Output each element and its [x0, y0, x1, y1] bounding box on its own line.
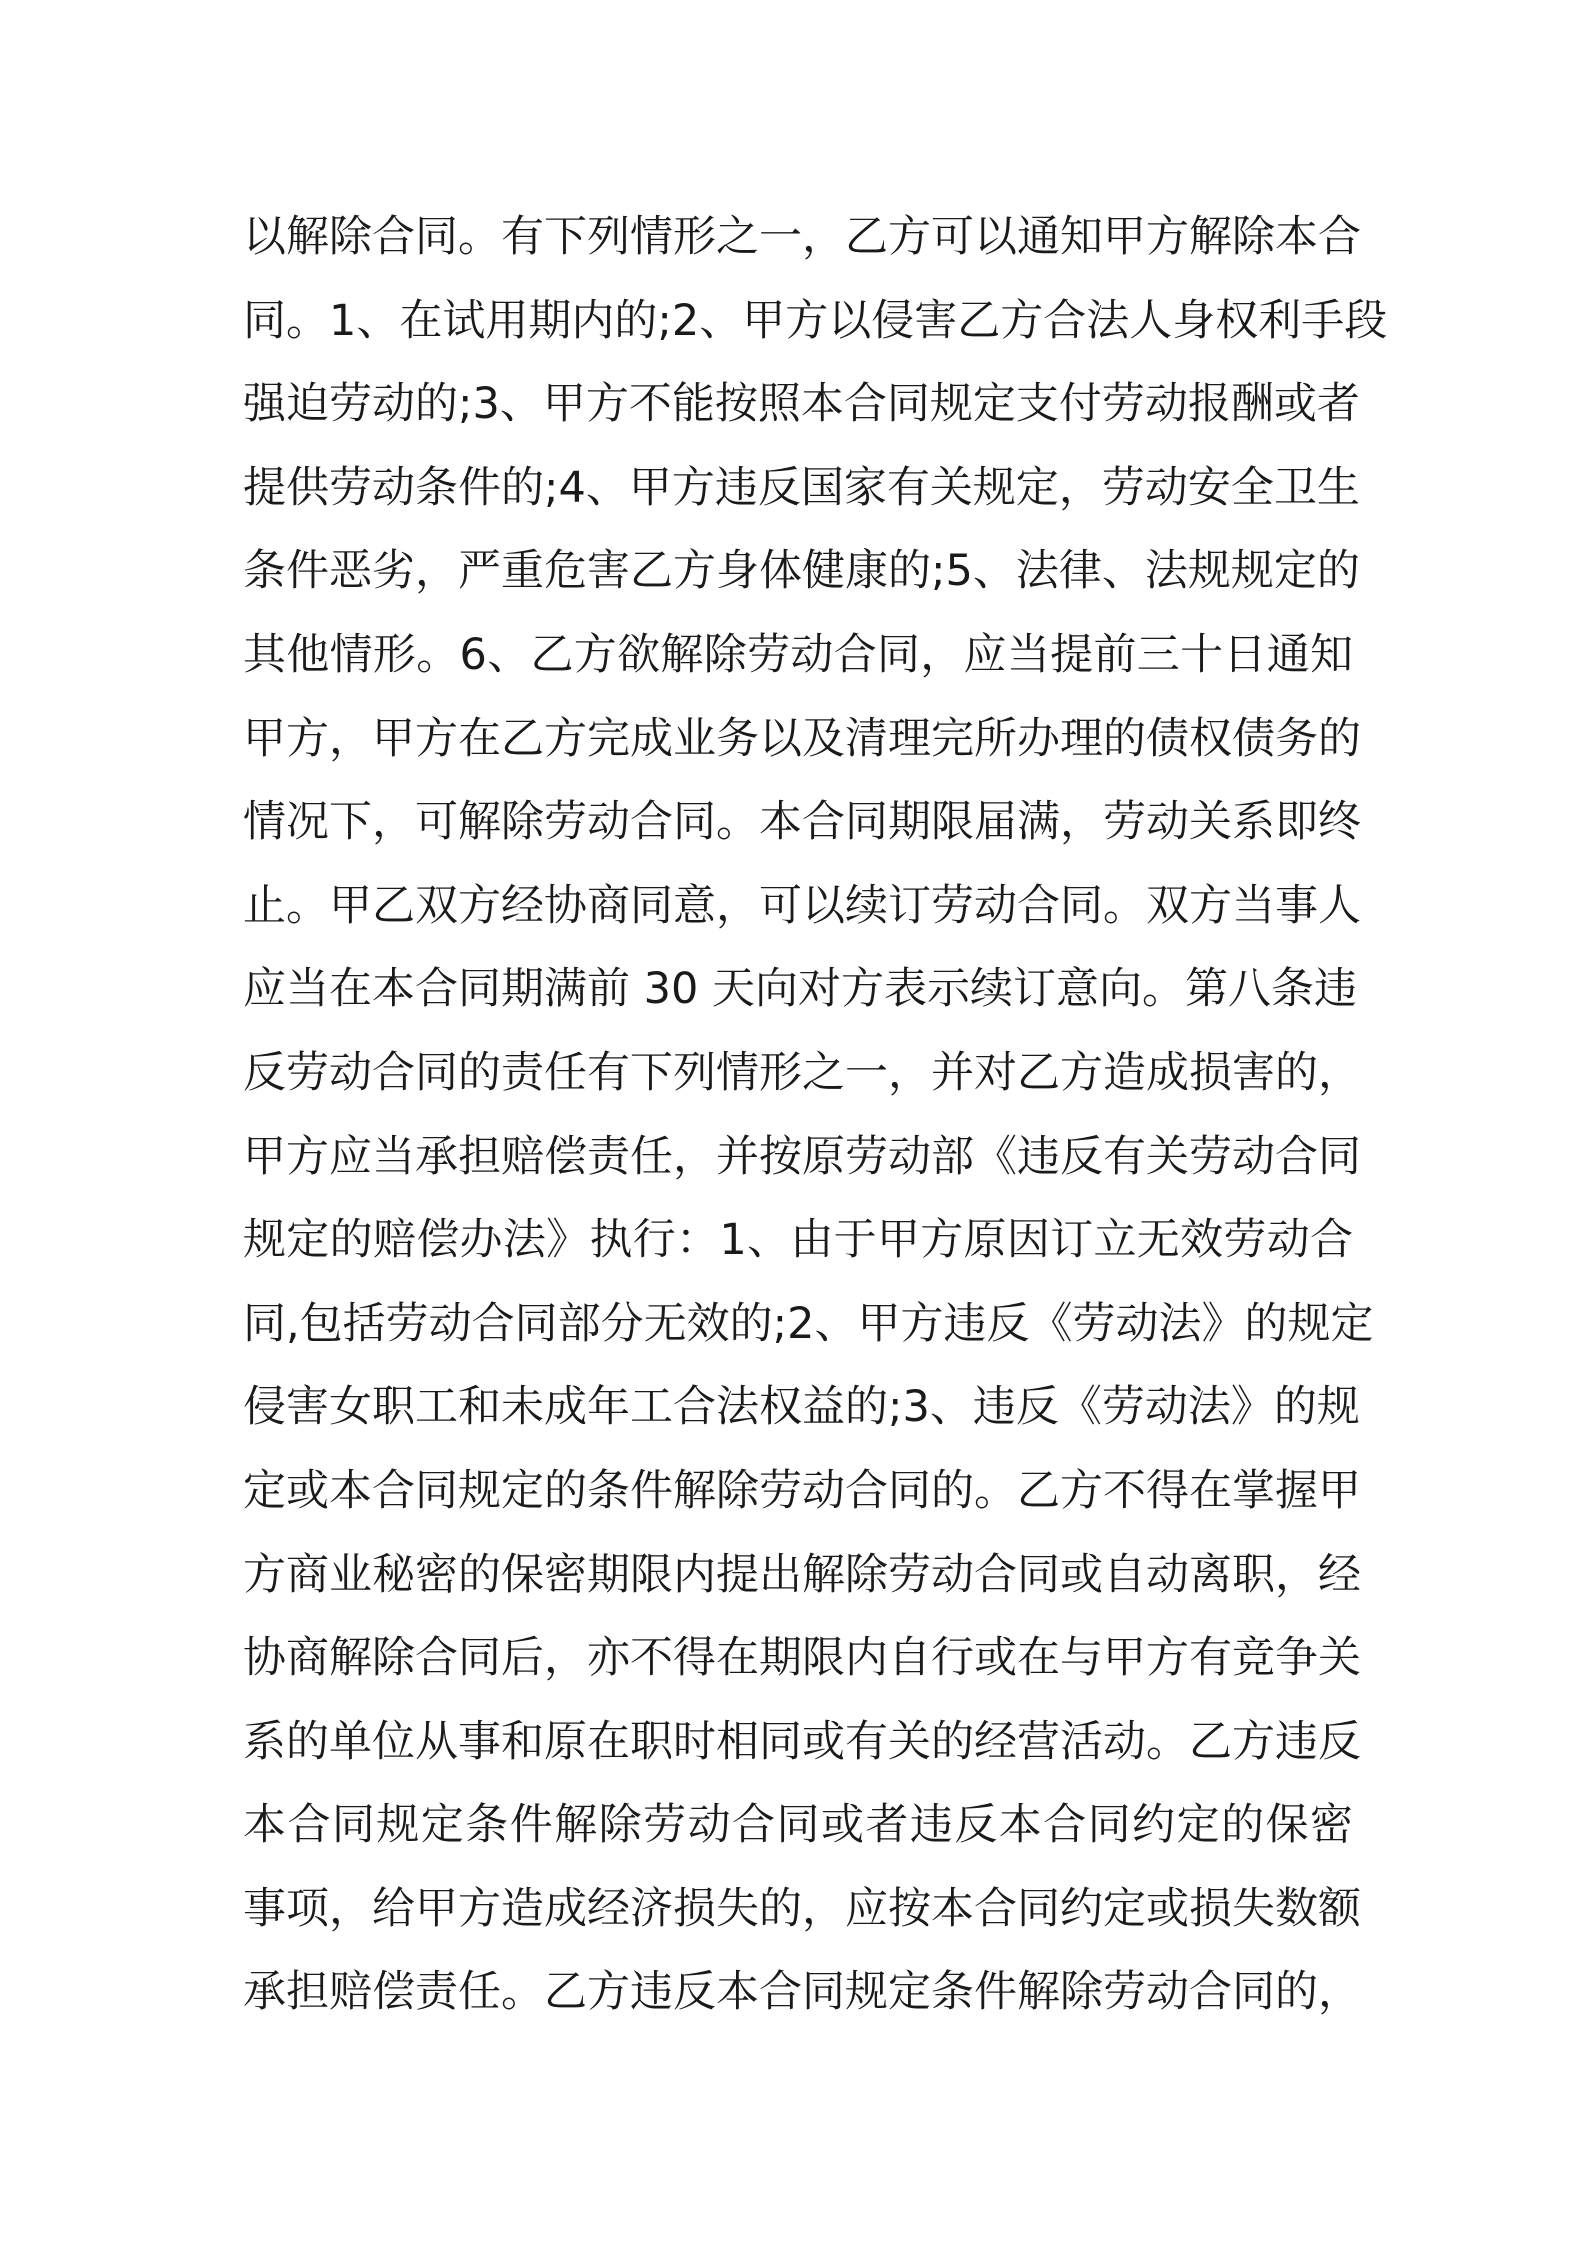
text-line: 同,包括劳动合同部分无效的;2、甲方违反《劳动法》的规定	[243, 1298, 1374, 1349]
text-line: 事项，给甲方造成经济损失的，应按本合同约定或损失数额	[243, 1883, 1361, 1934]
text-line: 以解除合同。有下列情形之一，乙方可以通知甲方解除本合	[243, 212, 1361, 262]
text-line: 甲方，甲方在乙方完成业务以及清理完所办理的债权债务的	[243, 713, 1361, 764]
text-line: 定或本合同规定的条件解除劳动合同的。乙方不得在掌握甲	[243, 1465, 1361, 1516]
text-line: 应当在本合同期满前 30 天向对方表示续订意向。第八条违	[243, 964, 1358, 1015]
text-line: 反劳动合同的责任有下列情形之一，并对乙方造成损害的，	[243, 1047, 1361, 1098]
text-line: 侵害女职工和未成年工合法权益的;3、违反《劳动法》的规	[243, 1382, 1360, 1433]
text-line: 协商解除合同后，亦不得在期限内自行或在与甲方有竞争关	[243, 1633, 1361, 1684]
text-line: 止。甲乙双方经协商同意，可以续订劳动合同。双方当事人	[243, 880, 1361, 931]
text-line: 提供劳动条件的;4、甲方违反国家有关规定，劳动安全卫生	[243, 462, 1360, 513]
text-line: 情况下，可解除劳动合同。本合同期限届满，劳动关系即终	[243, 797, 1361, 848]
contract-body-text	[243, 196, 1388, 2035]
text-line: 承担赔偿责任。乙方违反本合同规定条件解除劳动合同的，	[243, 1967, 1361, 2018]
text-line: 方商业秘密的保密期限内提出解除劳动合同或自动离职，经	[243, 1549, 1361, 1600]
text-line: 同。1、在试用期内的;2、甲方以侵害乙方合法人身权利手段	[243, 295, 1388, 346]
text-line: 甲方应当承担赔偿责任，并按原劳动部《违反有关劳动合同	[243, 1131, 1361, 1182]
text-line: 规定的赔偿办法》执行：1、由于甲方原因订立无效劳动合	[243, 1215, 1353, 1266]
text-line: 强迫劳动的;3、甲方不能按照本合同规定支付劳动报酬或者	[243, 379, 1360, 430]
text-line: 系的单位从事和原在职时相同或有关的经营活动。乙方违反	[243, 1716, 1361, 1767]
text-line: 其他情形。6、乙方欲解除劳动合同，应当提前三十日通知	[243, 629, 1353, 680]
text-line: 本合同规定条件解除劳动合同或者违反本合同约定的保密	[243, 1800, 1353, 1851]
text-line: 条件恶劣，严重危害乙方身体健康的;5、法律、法规规定的	[243, 546, 1360, 597]
